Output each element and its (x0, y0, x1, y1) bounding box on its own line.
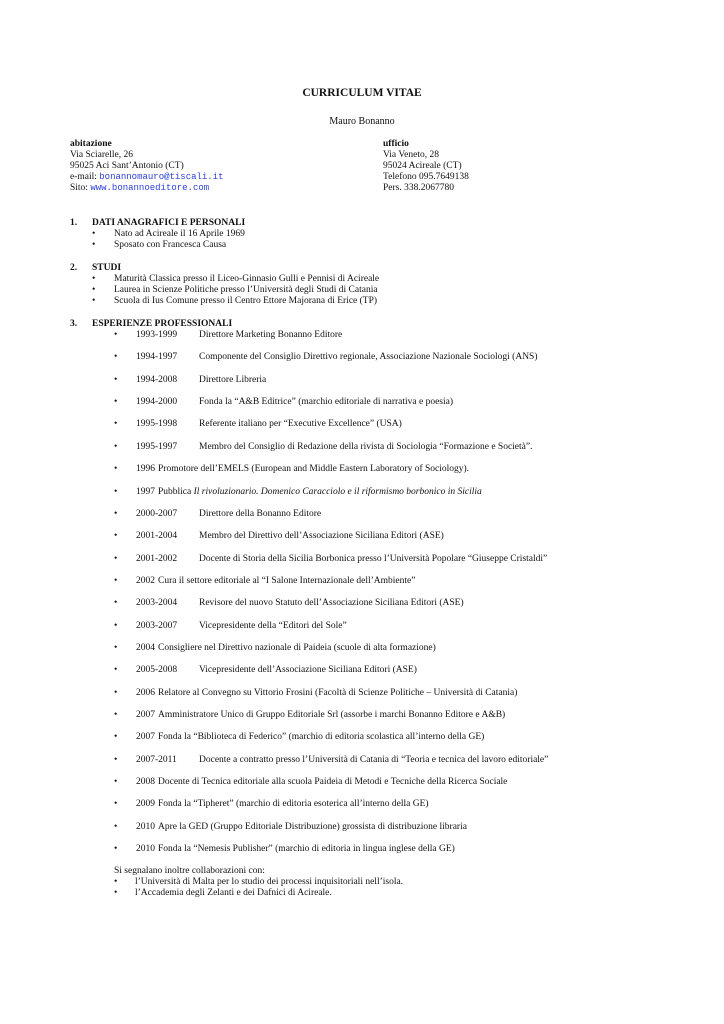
section-title: DATI ANAGRAFICI E PERSONALI (92, 218, 246, 228)
experience-item (114, 352, 538, 363)
experience-item (114, 844, 455, 855)
experience-item (114, 665, 417, 676)
list-item-text: Maturità Classica presso il Liceo-Ginnasio Gulli e Pennisi di Acireale (114, 274, 380, 284)
experience-year: 2007-2011 (136, 755, 177, 765)
section-heading-personal (70, 218, 245, 229)
bullet-icon: • (114, 755, 118, 765)
section-number: 2. (70, 263, 78, 273)
list-item-text: Nato ad Acireale il 16 Aprile 1969 (114, 229, 245, 239)
bullet-icon: • (114, 464, 118, 474)
list-item-text: Scuola di Ius Comune presso il Centro Ettore Majorana di Erice (TP) (114, 296, 378, 306)
document-title: CURRICULUM VITAE (302, 87, 422, 99)
email-line (70, 172, 370, 183)
experience-text: Referente italiano per “Executive Excellence” (USA) (199, 419, 402, 429)
experience-year: 2008 (136, 777, 155, 787)
list-item (114, 888, 332, 899)
book-title: Il rivoluzionario. Domenico Caracciolo e il riformismo borbonico in Sicilia (193, 487, 482, 497)
list-item-text: Sposato con Francesca Causa (114, 240, 227, 250)
section-number: 3. (70, 319, 78, 329)
bullet-icon: • (114, 621, 118, 631)
experience-item (114, 531, 444, 542)
experience-text: Fonda la “Biblioteca di Federico” (marchio di editoria scolastica all’interno della GE) (158, 732, 485, 742)
list-item-text: l’Accademia degli Zelanti e dei Dafnici di Acireale. (135, 888, 332, 898)
office-street: Via Veneto, 28 (383, 150, 439, 160)
experience-item (114, 755, 548, 766)
site-link[interactable]: www.bonannoeditore.com (90, 183, 210, 193)
bullet-icon: • (114, 509, 118, 519)
author-name: Mauro Bonanno (329, 116, 395, 127)
office-phone: Telefono 095.7649138 (383, 172, 469, 182)
experience-text: Membro del Direttivo dell’Associazione Siciliana Editori (ASE) (199, 531, 444, 541)
experience-item (114, 643, 436, 654)
bullet-icon: • (92, 285, 96, 295)
experience-year: 2006 (136, 688, 155, 698)
experience-year: 1997 (136, 487, 155, 497)
experience-text: Docente a contratto presso l’Università di Catania di “Teoria e tecnica del lavoro editoriale” (199, 755, 549, 765)
experience-item (114, 598, 464, 609)
experience-year: 2010 (136, 822, 155, 832)
bullet-icon: • (114, 576, 118, 586)
bullet-icon: • (114, 888, 118, 898)
bullet-icon: • (92, 229, 96, 239)
bullet-icon: • (114, 598, 118, 608)
section-title: STUDI (92, 263, 122, 273)
bullet-icon: • (114, 487, 118, 497)
experience-item (114, 375, 266, 386)
collaborations-intro: Si segnalano inoltre collaborazioni con: (114, 866, 265, 876)
experience-text: Amministratore Unico di Gruppo Editoriale Srl (assorbe i marchi Bonanno Editore e A&B) (158, 710, 506, 720)
home-address-block (70, 139, 370, 194)
bullet-icon: • (114, 777, 118, 787)
section-heading-experience (70, 319, 232, 330)
list-item (92, 274, 379, 285)
list-item (92, 240, 226, 251)
bullet-icon: • (114, 554, 118, 564)
experience-year: 2001-2004 (136, 531, 178, 541)
experience-item (114, 554, 547, 565)
experience-year: 2009 (136, 799, 155, 809)
list-item (92, 229, 245, 240)
experience-text: Revisore del nuovo Statuto dell’Associazione Siciliana Editori (ASE) (199, 598, 464, 608)
bullet-icon: • (92, 274, 96, 284)
experience-year: 1995-1997 (136, 442, 178, 452)
experience-item (114, 799, 429, 810)
experience-text: Componente del Consiglio Direttivo regionale, Associazione Nazionale Sociologi (ANS) (199, 352, 538, 362)
experience-item (114, 777, 507, 788)
experience-year: 1995-1998 (136, 419, 178, 429)
experience-text: Fonda la “Nemesis Publisher” (marchio di editoria in lingua inglese della GE) (158, 844, 455, 854)
experience-item (114, 732, 484, 743)
experience-item (114, 442, 532, 453)
home-street: Via Sciarelle, 26 (70, 150, 134, 160)
experience-year: 1996 (136, 464, 155, 474)
bullet-icon: • (114, 330, 118, 340)
bullet-icon: • (114, 710, 118, 720)
experience-year: 2001-2002 (136, 554, 178, 564)
experience-text: Docente di Tecnica editoriale alla scuola Paideia di Metodi e Tecniche della Ricerca Sociale (158, 777, 508, 787)
section-number: 1. (70, 218, 78, 228)
list-item-text: Laurea in Scienze Politiche presso l’Università degli Studi di Catania (114, 285, 378, 295)
bullet-icon: • (114, 375, 118, 385)
bullet-icon: • (114, 877, 118, 887)
office-heading: ufficio (383, 139, 409, 149)
experience-item (114, 330, 342, 341)
bullet-icon: • (114, 397, 118, 407)
bullet-icon: • (114, 732, 118, 742)
experience-year: 1994-2008 (136, 375, 178, 385)
experience-text: Direttore Libreria (199, 375, 267, 385)
experience-text: Vicepresidente dell’Associazione Siciliana Editori (ASE) (199, 665, 417, 675)
experience-item (114, 464, 469, 475)
experience-text: Direttore Marketing Bonanno Editore (199, 330, 343, 340)
experience-item (114, 576, 415, 587)
experience-item (114, 397, 453, 408)
experience-year: 1993-1999 (136, 330, 178, 340)
bullet-icon: • (114, 844, 118, 854)
experience-item (114, 509, 321, 520)
bullet-icon: • (114, 531, 118, 541)
office-city: 95024 Acireale (CT) (383, 161, 462, 171)
experience-year: 2003-2004 (136, 598, 178, 608)
experience-year: 2007 (136, 732, 155, 742)
experience-text: Fonda la “Tipheret” (marchio di editoria esoterica all’interno della GE) (158, 799, 429, 809)
home-heading: abitazione (70, 139, 112, 149)
experience-year: 1994-2000 (136, 397, 178, 407)
experience-year: 2003-2007 (136, 621, 178, 631)
bullet-icon: • (92, 240, 96, 250)
experience-year: 2007 (136, 710, 155, 720)
bullet-icon: • (114, 419, 118, 429)
bullet-icon: • (114, 352, 118, 362)
experience-year: 2005-2008 (136, 665, 178, 675)
bullet-icon: • (114, 643, 118, 653)
home-city: 95025 Aci Sant’Antonio (CT) (70, 161, 184, 171)
list-item (114, 877, 403, 888)
experience-text: Membro del Consiglio di Redazione della rivista di Sociologia “Formazione e Società”. (199, 442, 533, 452)
experience-item (114, 710, 505, 721)
experience-text: Relatore al Convegno su Vittorio Frosini (Facoltà di Scienze Politiche – Università di Catania) (158, 688, 518, 698)
experience-year: 2000-2007 (136, 509, 178, 519)
experience-text: Pubblica (158, 487, 194, 497)
experience-year: 2002 (136, 576, 155, 586)
experience-item (114, 419, 402, 430)
experience-text: Cura il settore editoriale al “I Salone Internazionale dell’Ambiente” (158, 576, 416, 586)
list-item (92, 285, 378, 296)
bullet-icon: • (114, 688, 118, 698)
experience-text: Docente di Storia della Sicilia Borbonica presso l’Università Popolare “Giuseppe Cristaldi” (199, 554, 548, 564)
experience-text: Consigliere nel Direttivo nazionale di Paideia (scuole di alta formazione) (158, 643, 436, 653)
experience-item (114, 688, 517, 699)
site-line (70, 183, 370, 194)
experience-item (114, 822, 467, 833)
experience-item (114, 487, 482, 498)
section-heading-studies (70, 263, 121, 274)
experience-year: 1994-1997 (136, 352, 178, 362)
bullet-icon: • (114, 799, 118, 809)
personal-phone: Pers. 338.2067780 (383, 183, 454, 193)
experience-text: Direttore della Bonanno Editore (199, 509, 322, 519)
experience-text: Fonda la “A&B Editrice” (marchio editoriale di narrativa e poesia) (199, 397, 454, 407)
list-item (92, 296, 377, 307)
experience-text: Apre la GED (Gruppo Editoriale Distribuzione) grossista di distribuzione libraria (158, 822, 467, 832)
email-label: e-mail: (70, 172, 100, 182)
experience-item (114, 621, 347, 632)
email-link[interactable]: bonannomauro@tiscali.it (99, 172, 224, 182)
site-label: Sito: (70, 183, 91, 193)
list-item-text: l’Università di Malta per lo studio dei processi inquisitoriali nell’isola. (135, 877, 404, 887)
experience-year: 2010 (136, 844, 155, 854)
experience-text: Promotore dell’EMELS (European and Middle Eastern Laboratory of Sociology). (158, 464, 470, 474)
bullet-icon: • (114, 665, 118, 675)
experience-year: 2004 (136, 643, 155, 653)
bullet-icon: • (114, 822, 118, 832)
bullet-icon: • (92, 296, 96, 306)
experience-text: Vicepresidente della “Editori del Sole” (199, 621, 347, 631)
office-address-block (383, 139, 683, 194)
section-title: ESPERIENZE PROFESSIONALI (92, 319, 233, 329)
bullet-icon: • (114, 442, 118, 452)
